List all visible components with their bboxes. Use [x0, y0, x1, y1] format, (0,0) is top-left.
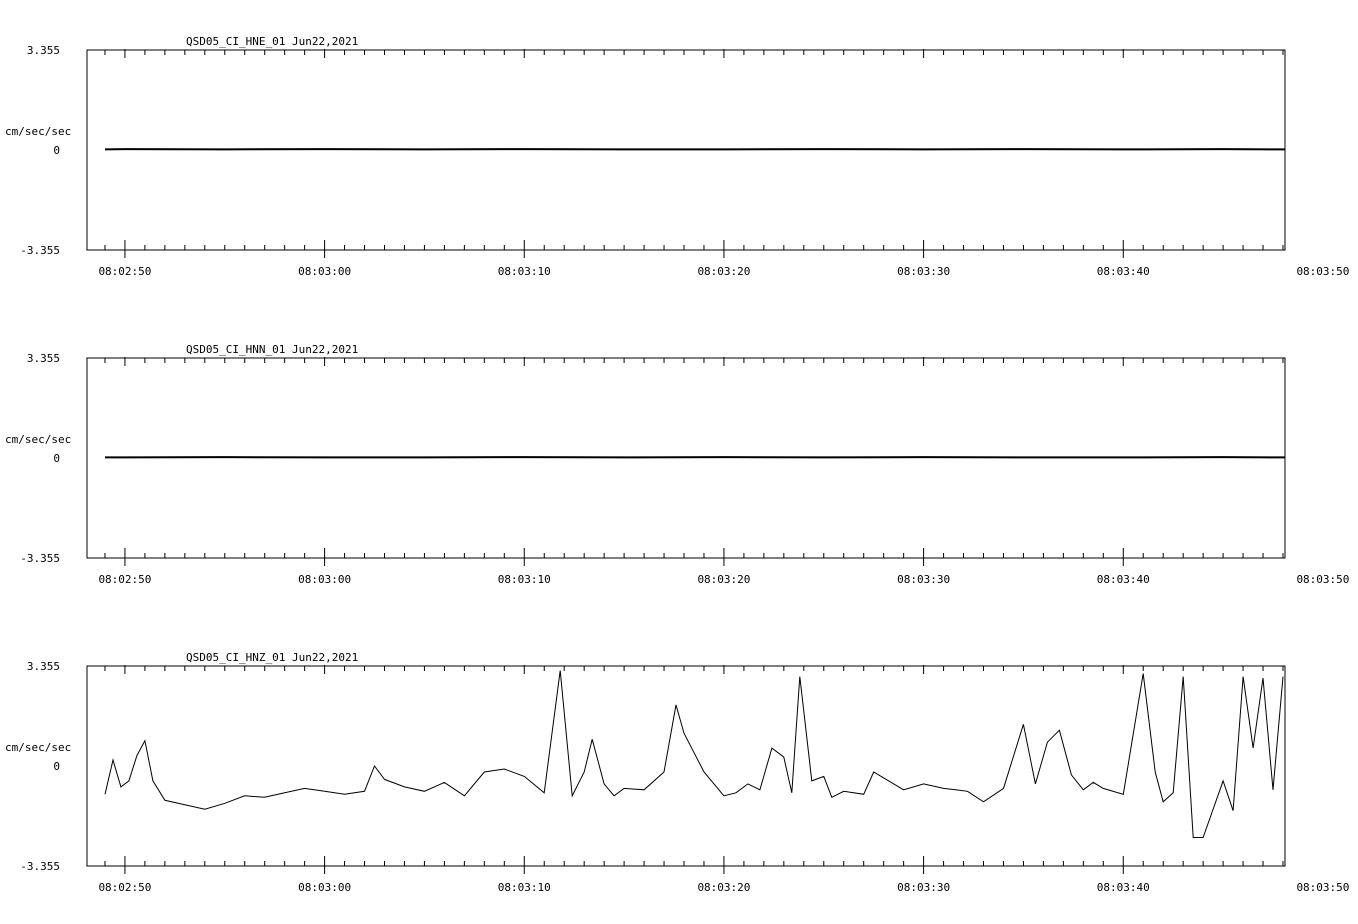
- x-tick-label: 08:03:30: [897, 881, 951, 894]
- x-tick-label: 08:02:50: [98, 881, 152, 894]
- y-tick-label: 3.355: [26, 352, 60, 365]
- y-tick-label: -3.355: [20, 860, 60, 873]
- y-tick-label: 3.355: [26, 660, 60, 673]
- y-axis-label: cm/sec/sec: [5, 125, 72, 138]
- y-tick-label: 0: [53, 760, 60, 773]
- chart-panel-2: [5, 343, 1358, 586]
- chart-panel-1: [5, 35, 1358, 278]
- x-tick-label: 08:03:00: [298, 573, 352, 586]
- series-line: [105, 671, 1283, 838]
- x-tick-label: 08:03:00: [298, 265, 352, 278]
- y-tick-label: 0: [53, 144, 60, 157]
- y-axis-label: cm/sec/sec: [5, 433, 72, 446]
- x-tick-label: 08:03:10: [497, 573, 551, 586]
- x-tick-label: 08:02:50: [98, 265, 152, 278]
- x-tick-label: 08:03:20: [697, 265, 751, 278]
- x-tick-label: 08:03:40: [1096, 881, 1150, 894]
- plot-frame: [87, 666, 1285, 866]
- chart-panel-3: [5, 651, 1358, 894]
- x-tick-label: 08:03:50: [1296, 573, 1350, 586]
- x-tick-label: 08:03:40: [1096, 573, 1150, 586]
- y-tick-label: 0: [53, 452, 60, 465]
- chart-title: QSD05_CI_HNE_01 Jun22,2021: [186, 35, 359, 48]
- x-tick-label: 08:03:20: [697, 573, 751, 586]
- x-tick-label: 08:03:30: [897, 573, 951, 586]
- x-tick-label: 08:03:30: [897, 265, 951, 278]
- chart-title: QSD05_CI_HNZ_01 Jun22,2021: [186, 651, 359, 664]
- y-tick-label: -3.355: [20, 552, 60, 565]
- x-tick-label: 08:03:10: [497, 881, 551, 894]
- x-tick-label: 08:03:50: [1296, 881, 1350, 894]
- y-axis-label: cm/sec/sec: [5, 741, 72, 754]
- x-tick-label: 08:03:00: [298, 881, 352, 894]
- y-tick-label: -3.355: [20, 244, 60, 257]
- chart-title: QSD05_CI_HNN_01 Jun22,2021: [186, 343, 359, 356]
- y-tick-label: 3.355: [26, 44, 60, 57]
- x-tick-label: 08:02:50: [98, 573, 152, 586]
- x-tick-label: 08:03:50: [1296, 265, 1350, 278]
- x-tick-label: 08:03:40: [1096, 265, 1150, 278]
- x-tick-label: 08:03:10: [497, 265, 551, 278]
- x-tick-label: 08:03:20: [697, 881, 751, 894]
